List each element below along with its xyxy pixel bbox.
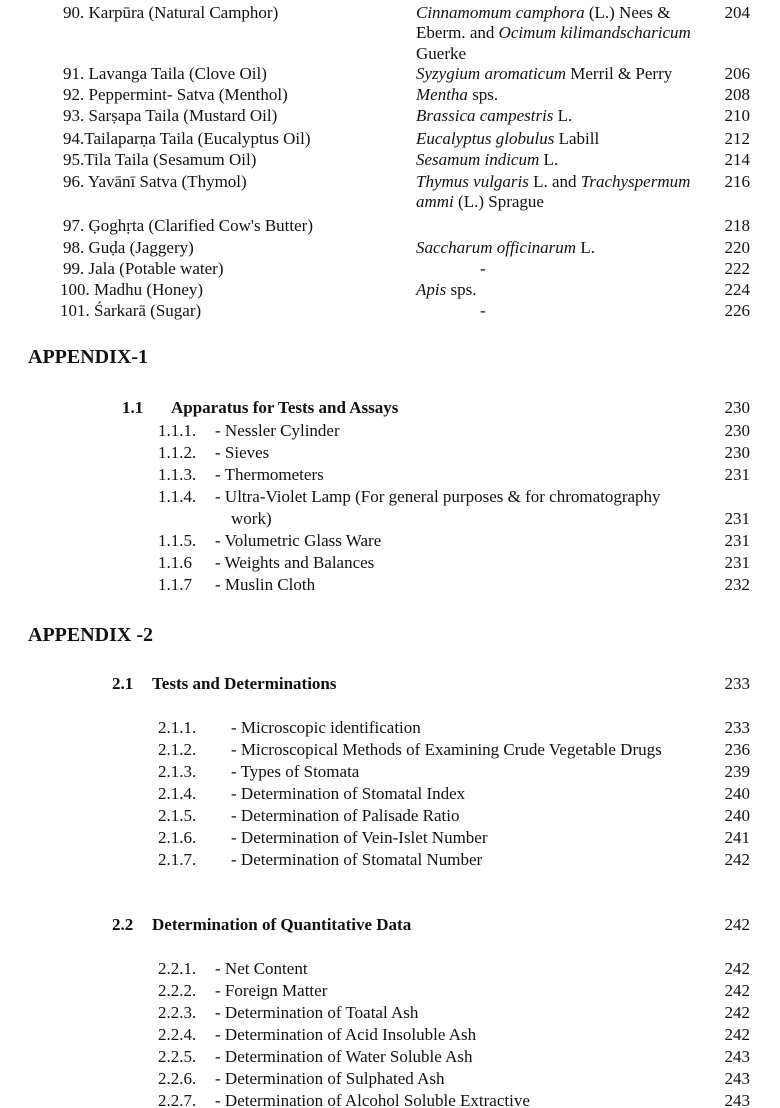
author-text: - [480,300,486,320]
item-number: 1.1.5. [158,531,197,550]
page-number: 242 [724,850,750,869]
page-number: 242 [724,981,750,1000]
page-number: 231 [724,531,750,550]
author-text: sps. [467,84,499,104]
page-number: 230 [724,443,750,462]
item-title: - Foreign Matter [215,981,328,1000]
monograph-name: 100. Madhu (Honey) [60,280,204,299]
section-number: 1.1 [122,398,144,417]
section-number: 2.2 [112,915,134,934]
page-number: 204 [724,3,750,22]
page-number: 231 [724,509,750,528]
page-number: 216 [724,172,750,191]
item-title: - Muslin Cloth [215,575,316,594]
author-text: Labill [554,128,600,148]
item-title: - Determination of Stomatal Number [231,850,483,869]
item-title: - Nessler Cylinder [215,421,340,440]
author-text: - [480,258,486,278]
monograph-name: 91. Lavanga Taila (Clove Oil) [63,64,267,83]
page-number: 210 [724,106,750,125]
item-number: 1.1.4. [158,487,197,506]
item-number: 1.1.1. [158,421,197,440]
item-title-continued: work) [231,509,272,528]
page-number: 243 [724,1091,750,1108]
page-number: 243 [724,1047,750,1066]
italic-species-name: Saccharum officinarum [416,237,577,257]
item-title: - Determination of Stomatal Index [231,784,466,803]
item-number: 1.1.3. [158,465,197,484]
page-number: 220 [724,238,750,257]
page-number: 214 [724,150,750,169]
section-number: 2.1 [112,674,134,693]
section-title: Apparatus for Tests and Assays [171,398,399,417]
monograph-name: 92. Peppermint- Satva (Menthol) [63,85,288,104]
monograph-name: 90. Karpūra (Natural Camphor) [63,3,279,22]
page-number: 240 [724,784,750,803]
page-number: 233 [724,674,750,693]
item-number: 2.2.6. [158,1069,197,1088]
section-title: Tests and Determinations [152,674,337,693]
page-number: 240 [724,806,750,825]
author-text: (L.) Sprague [453,192,544,211]
item-number: 2.1.6. [158,828,197,847]
botanical-name [416,280,716,301]
section-title: Determination of Quantitative Data [152,915,412,934]
item-title: - Determination of Water Soluble Ash [215,1047,473,1066]
page-number: 236 [724,740,750,759]
botanical-name [416,150,716,171]
item-number: 1.1.7 [158,575,192,594]
item-title: - Microscopic identification [231,718,421,737]
item-title: - Ultra-Violet Lamp (For general purposes & for chromatography [215,487,661,506]
italic-species-name: Thymus vulgaris [416,171,529,191]
page-number: 242 [724,915,750,934]
item-title: - Determination of Toatal Ash [215,1003,419,1022]
monograph-name: 96. Yavānī Satva (Thymol) [63,172,247,191]
appendix-heading: APPENDIX -2 [28,624,153,646]
page-number: 233 [724,718,750,737]
item-title: - Sieves [215,443,270,462]
italic-species-name: Eucalyptus globulus [416,128,555,148]
item-number: 2.2.5. [158,1047,197,1066]
italic-species-name: Cinnamomum camphora [416,2,585,22]
page-number: 218 [724,216,750,235]
item-number: 2.1.7. [158,850,197,869]
monograph-name: 97. Ģoghṛta (Clarified Cow's Butter) [63,216,313,235]
page-number: 208 [724,85,750,104]
botanical-name [416,3,716,65]
item-title: - Microscopical Methods of Examining Crude Vegetable Drugs [231,740,662,759]
page-number: 222 [724,259,750,278]
item-title: - Determination of Acid Insoluble Ash [215,1025,477,1044]
item-number: 2.2.7. [158,1091,197,1108]
item-number: 2.2.1. [158,959,197,978]
item-title: - Determination of Alcohol Soluble Extractive [215,1091,530,1108]
author-text: L. [576,237,595,257]
botanical-name [416,85,716,106]
monograph-name: 95.Tila Taila (Sesamum Oil) [63,150,257,169]
monograph-name: 99. Jala (Potable water) [63,259,224,278]
page-number: 242 [724,959,750,978]
page-number: 226 [724,301,750,320]
page-number: 206 [724,64,750,83]
italic-species-name: Trachyspermum ammi [416,171,691,211]
item-number: 1.1.2. [158,443,197,462]
italic-species-name: Brassica campestris [416,105,554,125]
page-number: 232 [724,575,750,594]
author-text: L. and [528,171,581,191]
botanical-name [416,64,716,85]
botanical-name [416,238,716,259]
item-title: - Determination of Sulphated Ash [215,1069,445,1088]
item-title: - Weights and Balances [215,553,375,572]
page-number: 230 [724,398,750,417]
page-number: 242 [724,1025,750,1044]
botanical-name [416,129,716,150]
item-number: 2.1.3. [158,762,197,781]
author-text: (L.) Nees & Eberm. and [416,2,671,42]
page-number: 241 [724,828,750,847]
page-number: 242 [724,1003,750,1022]
botanical-name [416,106,716,127]
italic-species-name: Apis [416,279,447,299]
page-number: 231 [724,465,750,484]
item-title: - Thermometers [215,465,324,484]
item-number: 1.1.6 [158,553,192,572]
monograph-name: 94.Tailaparṇa Taila (Eucalyptus Oil) [63,129,311,148]
author-text: L. [539,149,559,169]
author-text: Merril & Perry [566,63,673,83]
item-number: 2.1.5. [158,806,197,825]
item-number: 2.2.3. [158,1003,197,1022]
monograph-name: 98. Guḍa (Jaggery) [63,238,194,257]
item-title: - Determination of Palisade Ratio [231,806,460,825]
item-number: 2.1.1. [158,718,197,737]
item-number: 2.1.4. [158,784,197,803]
item-title: - Determination of Vein-Islet Number [231,828,488,847]
item-number: 2.2.4. [158,1025,197,1044]
author-text: Guerke [416,43,467,63]
italic-species-name: Sesamum indicum [416,149,540,169]
item-number: 2.2.2. [158,981,197,1000]
page-number: 212 [724,129,750,148]
italic-species-name: Syzygium aromaticum [416,63,566,83]
item-number: 2.1.2. [158,740,197,759]
item-title: - Volumetric Glass Ware [215,531,382,550]
page-number: 239 [724,762,750,781]
item-title: - Net Content [215,959,308,978]
page-number: 243 [724,1069,750,1088]
page-number: 224 [724,280,750,299]
page-number: 230 [724,421,750,440]
italic-species-name: Ocimum kilimandscharicum [498,23,691,42]
monograph-name: 101. Śarkarā (Sugar) [60,301,202,320]
page-number: 231 [724,553,750,572]
italic-species-name: Mentha [416,84,468,104]
monograph-name: 93. Sarṣapa Taila (Mustard Oil) [63,106,278,125]
appendix-heading: APPENDIX-1 [28,346,148,368]
author-text: sps. [446,279,477,299]
author-text: L. [553,105,573,125]
botanical-name [416,172,716,213]
item-title: - Types of Stomata [231,762,360,781]
